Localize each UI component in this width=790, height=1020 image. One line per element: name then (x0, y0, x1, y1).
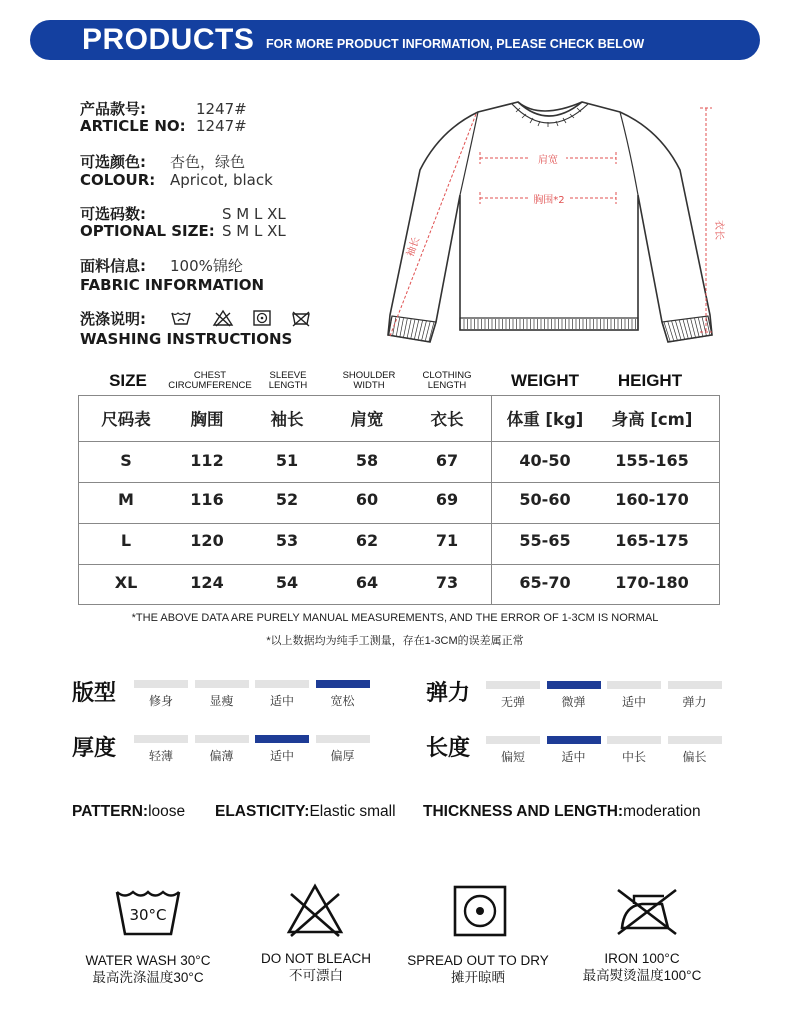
table-header-cell: 袖长 (270, 410, 304, 429)
colour-cn: 可选颜色: 杏色，绿色 (80, 153, 246, 171)
table-cell: 64 (355, 573, 379, 592)
chest-label: 胸围*2 (533, 195, 565, 206)
table-cell: 52 (275, 490, 299, 509)
table-cell: 55-65 (519, 531, 571, 550)
fit-title: 版型 (72, 681, 117, 706)
elasticity-scale-segment (547, 681, 601, 689)
thickness-scale-segment (255, 735, 309, 743)
table-cell: 73 (435, 573, 459, 592)
banner-subtitle: FOR MORE PRODUCT INFORMATION, PLEASE CHECK BELOW (266, 37, 645, 51)
table-cell: 67 (435, 451, 459, 470)
table-cell: 54 (275, 573, 299, 592)
care-label-dry: SPREAD OUT TO DRY 摊开晾晒 (407, 953, 549, 985)
article-en-value: 1247# (196, 117, 247, 135)
fabric-cn: 面料信息: 100%锦纶 (80, 257, 243, 275)
size-cn: 可选码数: S M L XL (80, 205, 286, 223)
small-no-bleach-icon (212, 309, 234, 327)
no-bleach-icon (283, 880, 347, 940)
elasticity-scale-label: 无弹 (500, 695, 525, 709)
header-banner (30, 20, 760, 60)
thickness-scale-label: 轻薄 (148, 749, 173, 763)
note-en: *THE ABOVE DATA ARE PURELY MANUAL MEASUREMENTS, AND THE ERROR OF 1-3CM IS NORMAL (131, 612, 659, 624)
table-cell: 120 (190, 531, 224, 550)
table-header-cell: 胸围 (190, 410, 224, 429)
elasticity-scale-label: 微弹 (561, 695, 586, 709)
elasticity-scale-label: 适中 (621, 695, 646, 709)
table-cell: 170-180 (615, 573, 689, 592)
sleeve-label: 袖长 (405, 235, 423, 259)
thickness-scale-label: 偏厚 (330, 749, 355, 763)
table-cell: 116 (190, 490, 224, 509)
table-cell: 69 (435, 490, 459, 509)
col-height-en: HEIGHT (617, 371, 683, 390)
care-label-wash: WATER WASH 30°C 最高洗涤温度30°C (85, 953, 211, 985)
table-cell: 50-60 (519, 490, 571, 509)
thickness-scale-label: 适中 (269, 749, 294, 763)
size-en: OPTIONAL SIZE: S M L XL (80, 222, 286, 240)
fit-scale-segment (134, 680, 188, 688)
table-header-cell: 尺码表 (101, 410, 151, 429)
length-scale-segment (486, 736, 540, 744)
pattern-summary: PATTERN:loose (72, 803, 186, 820)
table-header-cell: 肩宽 (350, 410, 384, 429)
washing-en: WASHING INSTRUCTIONS (80, 330, 293, 348)
thickness-summary: THICKNESS AND LENGTH:moderation (423, 803, 701, 820)
elasticity-scale-segment (668, 681, 722, 689)
banner-title: PRODUCTS (82, 23, 255, 56)
elasticity-scale-segment (607, 681, 661, 689)
length-title: 长度 (426, 736, 471, 761)
table-cell: 65-70 (519, 573, 571, 592)
table-header-cell: 体重 [kg] (506, 410, 584, 429)
colour-en: COLOUR: Apricot, black (80, 171, 273, 189)
table-cell: 71 (435, 531, 459, 550)
care-label-bleach: DO NOT BLEACH 不可漂白 (260, 951, 372, 983)
fit-scale-segment (195, 680, 249, 688)
article-en: ARTICLE NO: 1247# (80, 117, 247, 135)
handwash-icon (170, 309, 192, 327)
table-cell: 53 (275, 531, 299, 550)
length-scale-label: 偏短 (500, 750, 525, 764)
table-cell: 40-50 (519, 451, 571, 470)
table-cell: M (118, 490, 134, 509)
wash-30-icon (113, 882, 183, 938)
fit-scale-label: 宽松 (330, 694, 355, 708)
length-scale-segment (668, 736, 722, 744)
length-label: 衣长 (713, 220, 724, 240)
table-cell: 51 (275, 451, 299, 470)
table-cell: 60 (355, 490, 379, 509)
table-cell: S (120, 451, 132, 470)
no-dry-clean-icon (290, 309, 312, 327)
shoulder-label: 肩宽 (538, 155, 558, 166)
table-header-cell: 衣长 (430, 410, 464, 429)
length-scale-label: 中长 (621, 750, 646, 764)
tumble-dry-icon (252, 309, 272, 327)
washing-cn: 洗涤说明: (80, 310, 146, 328)
dry-flat-icon (452, 884, 508, 938)
fit-scale-segment (316, 680, 370, 688)
size-en-value: S M L XL (222, 222, 286, 240)
table-cell: 160-170 (615, 490, 689, 509)
table-cell: 58 (355, 451, 379, 470)
table-cell: 112 (190, 451, 224, 470)
colour-en-value: Apricot, black (170, 171, 273, 189)
elasticity-summary: ELASTICITY:Elastic small (215, 803, 396, 820)
fit-scale-label: 修身 (148, 694, 173, 708)
table-cell: XL (114, 573, 138, 592)
thickness-scale-segment (195, 735, 249, 743)
table-cell: 62 (355, 531, 379, 550)
elasticity-scale-label: 弹力 (682, 695, 707, 709)
length-scale-segment (607, 736, 661, 744)
thickness-scale-segment (134, 735, 188, 743)
thickness-title: 厚度 (72, 736, 117, 761)
table-header-cell: 身高 [cm] (611, 410, 693, 429)
length-scale-label: 适中 (561, 750, 586, 764)
elasticity-title: 弹力 (426, 681, 471, 706)
col-shoulder-en: SHOULDER WIDTH (342, 370, 396, 391)
article-cn: 产品款号: 1247# (80, 100, 247, 118)
thickness-scale-label: 偏薄 (209, 749, 234, 763)
col-size-en: SIZE (109, 371, 147, 390)
length-scale-label: 偏长 (682, 750, 707, 764)
col-sleeve-en: SLEEVE LENGTH (268, 370, 308, 391)
size-cn-value: S M L XL (222, 205, 286, 223)
table-cell: 165-175 (615, 531, 689, 550)
article-cn-value: 1247# (196, 100, 247, 118)
note-cn: *以上数据均为纯手工测量，存在1-3CM的误差属正常 (266, 635, 524, 647)
size-table (78, 395, 720, 605)
care-label-iron: IRON 100°C 最高熨烫温度100°C (582, 951, 702, 983)
table-cell: 124 (190, 573, 224, 592)
fit-scale-label: 适中 (269, 694, 294, 708)
colour-cn-value: 杏色，绿色 (170, 153, 246, 171)
elasticity-scale-segment (486, 681, 540, 689)
sweater-diagram (380, 90, 730, 360)
thickness-scale-segment (316, 735, 370, 743)
fabric-en: FABRIC INFORMATION (80, 276, 265, 294)
fit-scale-segment (255, 680, 309, 688)
table-cell: L (120, 531, 132, 550)
col-clothing-en: CLOTHING LENGTH (422, 370, 472, 391)
col-weight-en: WEIGHT (511, 371, 579, 390)
table-cell: 155-165 (615, 451, 689, 470)
no-iron-icon (612, 884, 682, 938)
fit-scale-label: 显瘦 (209, 694, 234, 708)
col-chest-en: CHEST CIRCUMFERENCE (168, 370, 252, 391)
wash-temp: 30°C (129, 906, 167, 924)
fabric-cn-value: 100%锦纶 (170, 257, 243, 275)
length-scale-segment (547, 736, 601, 744)
